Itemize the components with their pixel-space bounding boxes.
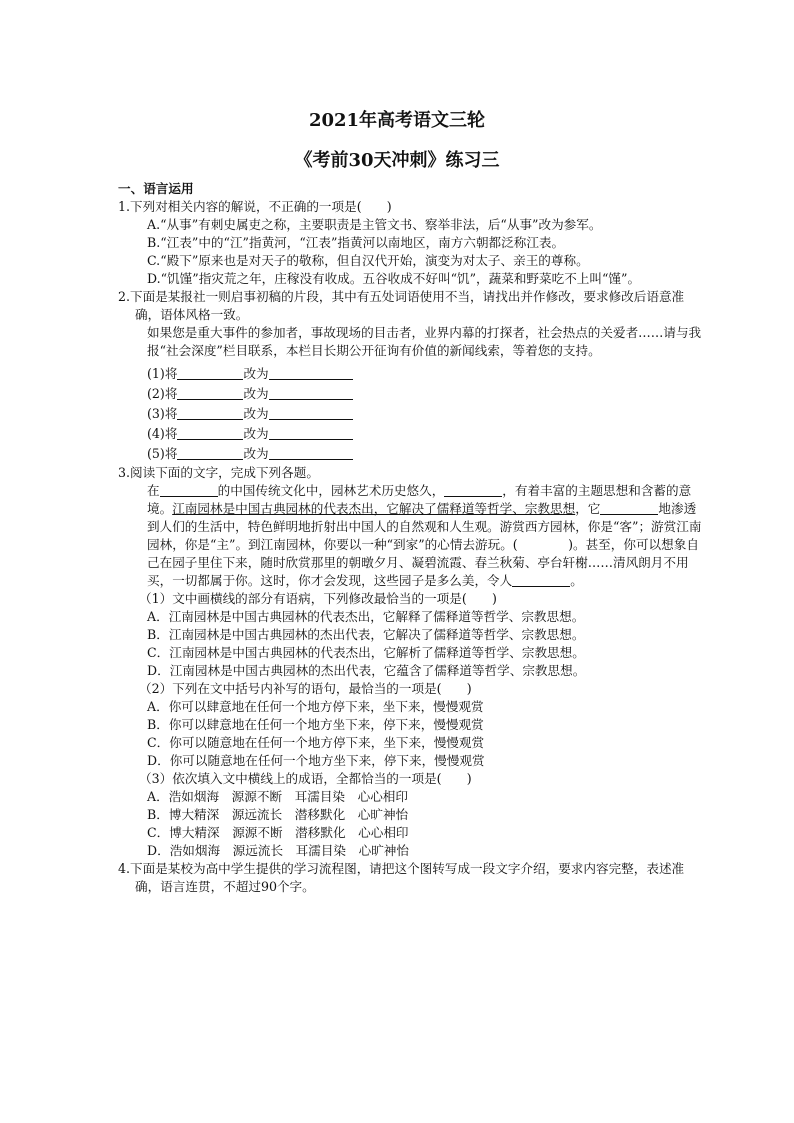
answer-blank[interactable] <box>177 366 243 380</box>
row-mid: 改为 <box>243 366 269 381</box>
question-3-sub2-option: B．你可以肆意地在任何一个地方坐下来，停下来，慢慢观赏 <box>147 717 484 732</box>
question-2-row <box>118 444 703 464</box>
row-label: (1)将 <box>147 366 178 381</box>
question-2-row <box>118 364 703 384</box>
question-3-sub2-option: A．你可以肆意地在任何一个地方停下来，坐下来，慢慢观赏 <box>147 699 484 714</box>
question-4-stem: 4.下面是某校为高中学生提供的学习流程图，请把这个图转写成一段文字介绍，要求内容完整，表述准确，语言连贯，不超过90个字。 <box>118 861 685 894</box>
question-3-sub3-option: C．博大精深 源源不断 潜移默化 心心相印 <box>147 825 409 840</box>
answer-blank[interactable] <box>177 426 243 440</box>
question-1-stem: 1.下列对相关内容的解说，不正确的一项是( ) <box>118 199 392 214</box>
question-3-sub3-option: A．浩如烟海 源源不断 耳濡目染 心心相印 <box>147 789 408 804</box>
question-2-row <box>118 404 703 424</box>
question-3-sub2: （2）下列在文中括号内补写的语句，最恰当的一项是( ) <box>139 681 472 696</box>
question-2-stem: 2.下面是某报社一则启事初稿的片段，其中有五处词语使用不当，请找出并作修改，要求修改后语意准确，语体风格一致。 <box>118 289 685 322</box>
document-title: 2021年高考语文三轮 <box>308 110 486 131</box>
question-3-sub1-option: D．江南园林是中国古典园林的杰出代表，它蕴含了儒释道等哲学、宗教思想。 <box>147 663 586 678</box>
row-mid: 改为 <box>243 426 269 441</box>
question-3-sub1-option: C．江南园林是中国古典园林的代表杰出，它解析了儒释道等哲学、宗教思想。 <box>147 645 585 660</box>
passage-blank[interactable] <box>600 501 658 515</box>
passage-text: ，有着丰富的主题思想和含蓄的意境。 <box>147 483 692 516</box>
answer-blank[interactable] <box>269 426 353 440</box>
document-body <box>118 180 703 896</box>
answer-blank[interactable] <box>269 366 353 380</box>
answer-blank[interactable] <box>269 386 353 400</box>
document-subtitle: 《考前30天冲刺》练习三 <box>294 150 500 171</box>
row-label: (3)将 <box>147 406 178 421</box>
answer-blank[interactable] <box>177 386 243 400</box>
passage-text: ，它 <box>575 501 601 516</box>
passage-blank[interactable] <box>444 483 502 497</box>
answer-blank[interactable] <box>269 406 353 420</box>
underlined-sentence: 江南园林是中国古典园林的代表杰出，它解决了儒释道等哲学、宗教思想 <box>172 501 576 516</box>
question-3-sub3-option: D．浩如烟海 源远流长 耳濡目染 心旷神怡 <box>147 843 409 858</box>
row-mid: 改为 <box>243 386 269 401</box>
question-3-sub2-option: D．你可以随意地在任何一个地方坐下来，停下来，慢慢观赏 <box>147 753 485 768</box>
answer-blank[interactable] <box>269 446 353 460</box>
row-mid: 改为 <box>243 406 269 421</box>
row-label: (2)将 <box>147 386 178 401</box>
passage-blank[interactable] <box>512 573 570 587</box>
question-1-option-a: A.“从事”有刺史属吏之称，主要职责是主管文书、察举非法，后“从事”改为参军。 <box>147 217 602 232</box>
question-2-passage: 如果您是重大事件的参加者，事故现场的目击者，业界内幕的打探者，社会热点的关爱者……请与我报“社会深度”栏目联系，本栏目长期公开征询有价值的新闻线索，等着您的支持。 <box>147 325 702 358</box>
question-2-row <box>118 384 703 404</box>
row-label: (4)将 <box>147 426 178 441</box>
question-1-option-c: C.“殿下”原来也是对天子的敬称，但自汉代开始，演变为对太子、亲王的尊称。 <box>147 253 589 268</box>
question-2-row <box>118 424 703 444</box>
question-3-passage <box>118 482 703 590</box>
row-mid: 改为 <box>243 446 269 461</box>
passage-text: 地渗透到人们的生活中，特色鲜明地折射出中国人的自然观和人生观。游赏西方园林，你是“客”；游赏江南园林，你是“主”。到江南园林，你要以一种“到家”的心情去游玩。( )。甚至，你可以想象自己在园子里住下来，随时欣赏那里的朝暾夕月、凝碧流霞、春兰秋菊、亭台轩榭……清风朗月不用买，一切都属于你。这时，你才会发现，这些园子是多么美，令人 <box>147 501 702 588</box>
answer-blank[interactable] <box>177 446 243 460</box>
question-1-option-b: B.“江表”中的“江”指黄河，“江表”指黄河以南地区，南方六朝都泛称江表。 <box>147 235 565 250</box>
question-3-sub3-option: B．博大精深 源远流长 潜移默化 心旷神怡 <box>147 807 409 822</box>
question-3-sub2-option: C．你可以随意地在任何一个地方停下来，坐下来，慢慢观赏 <box>147 735 485 750</box>
passage-blank[interactable] <box>160 483 218 497</box>
section-heading: 一、语言运用 <box>118 181 194 196</box>
question-3-sub1: （1）文中画横线的部分有语病，下列修改最恰当的一项是( ) <box>139 591 497 606</box>
question-3-sub1-option: B．江南园林是中国古典园林的杰出代表，它解决了儒释道等哲学、宗教思想。 <box>147 627 585 642</box>
row-label: (5)将 <box>147 446 178 461</box>
question-1-option-d: D.“饥馑”指灾荒之年，庄稼没有收成。五谷收成不好叫“饥”，蔬菜和野菜吃不上叫“馑”。 <box>147 271 641 286</box>
passage-text: 的中国传统文化中，园林艺术历史悠久， <box>217 483 445 498</box>
passage-text: 在 <box>147 483 160 498</box>
passage-text: 。 <box>570 573 583 588</box>
question-3-stem: 3.阅读下面的文字，完成下列各题。 <box>118 465 319 480</box>
answer-blank[interactable] <box>177 406 243 420</box>
question-3-sub3: （3）依次填入文中横线上的成语，全都恰当的一项是( ) <box>139 771 472 786</box>
question-3-sub1-option: A．江南园林是中国古典园林的代表杰出，它解释了儒释道等哲学、宗教思想。 <box>147 609 585 624</box>
